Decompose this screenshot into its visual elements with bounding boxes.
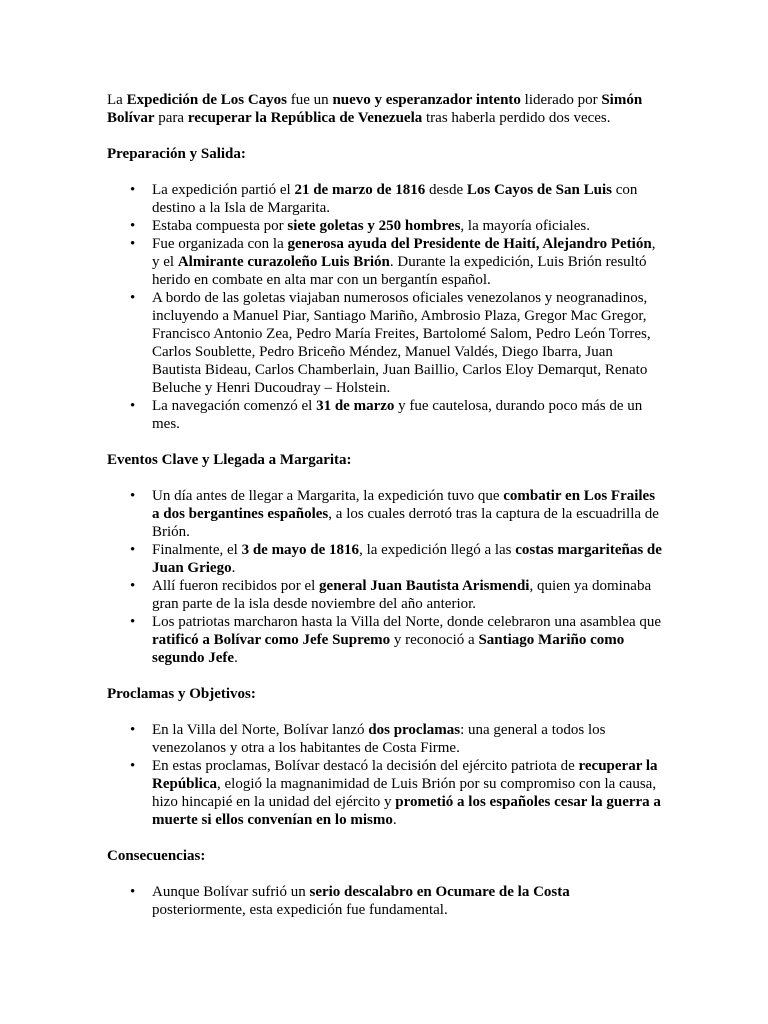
bold-text: recuperar la República de Venezuela — [187, 110, 423, 126]
text-run: , la expedición llegó a las — [359, 542, 516, 558]
bullet-item — [152, 613, 662, 667]
text-run: , quien ya dominaba gran parte de la isla desde noviembre del año anterior. — [152, 578, 652, 612]
text-run: . — [231, 560, 236, 576]
text-run: posteriormente, esta expedición fue fundamental. — [152, 902, 448, 918]
text-run: Un día antes de llegar a Margarita, la expedición tuvo que — [152, 488, 504, 504]
bold-text: generosa ayuda del Presidente de Haití, Alejandro Petión — [287, 236, 652, 252]
section-heading: Proclamas y Objetivos: — [107, 686, 256, 702]
bold-text: Los Cayos de San Luis — [466, 182, 612, 198]
bold-text: Almirante curazoleño Luis Brión — [177, 254, 390, 270]
bullet-item — [152, 721, 662, 757]
text-run: y reconoció a — [390, 632, 479, 648]
text-run: y fue cautelosa, durando poco más de un mes. — [152, 398, 643, 432]
bullet-list — [107, 181, 662, 433]
text-run: . — [234, 650, 238, 666]
text-run: . — [392, 812, 397, 828]
bold-text: Simón Bolívar — [107, 92, 643, 126]
text-run: , la mayoría oficiales. — [460, 218, 590, 234]
text-run: liderado por — [520, 92, 602, 108]
text-run: Allí fueron recibidos por el — [152, 578, 320, 594]
bullet-item — [152, 235, 662, 289]
bold-text: ratificó a Bolívar como Jefe Supremo — [152, 632, 391, 648]
bold-text: combatir en Los Frailes a dos bergantines españoles — [152, 488, 656, 522]
bullet-item — [152, 487, 662, 541]
bold-text: Expedición de Los Cayos — [126, 92, 288, 108]
bullet-item — [152, 577, 662, 613]
section-heading: Preparación y Salida: — [107, 146, 246, 162]
text-run: , a los cuales derrotó tras la captura de la escuadrilla de Brión. — [152, 506, 659, 540]
bold-text: 21 de marzo de 1816 — [294, 182, 426, 198]
sections-container — [107, 145, 662, 919]
bold-text: costas margariteñas de Juan Griego — [152, 542, 662, 576]
text-run: fue un — [287, 92, 333, 108]
bullet-item — [152, 541, 662, 577]
text-run: Estaba compuesta por — [152, 218, 288, 234]
bullet-list — [107, 883, 662, 919]
text-run: La expedición partió el — [152, 182, 295, 198]
text-run: para — [154, 110, 188, 126]
text-run: , elogió la magnanimidad de Luis Brión por su compromiso con la causa, hizo hincapié en la unidad del ejército y — [152, 776, 657, 810]
text-run: En la Villa del Norte, Bolívar lanzó — [152, 722, 369, 738]
text-run: A bordo de las goletas viajaban numerosos oficiales venezolanos y neogranadinos, incluyendo a Manuel Piar, Santiago Mariño, Ambrosio Plaza, Gregor Mac Gregor, Francisco Antonio Zea, Pedro María Freites, Bartolomé Salom, Pedro León Torres, Carlos Soublette, Pedro Briceño Méndez, Manuel Valdés, Diego Ibarra, Juan Bautista Bideau, Carlos Chamberlain, Juan Baillio, Carlos Eloy Demarqut, Renato Beluche y Henri Ducoudray – Holstein. — [152, 290, 651, 396]
bold-text: recuperar la República — [152, 758, 658, 792]
text-run: Aunque Bolívar sufrió un — [152, 884, 310, 900]
text-run: Fue organizada con la — [152, 236, 288, 252]
bullet-list — [107, 487, 662, 667]
bold-text: general Juan Bautista Arismendi — [319, 578, 530, 594]
bold-text: serio descalabro en Ocumare de la Costa — [309, 884, 570, 900]
bold-text: Santiago Mariño como segundo Jefe — [152, 632, 625, 666]
bullet-item — [152, 883, 662, 919]
bullet-item — [152, 397, 662, 433]
bullet-list — [107, 721, 662, 829]
text-run: : una general a todos los venezolanos y otra a los habitantes de Costa Firme. — [152, 722, 606, 756]
text-run: , y el — [152, 236, 656, 270]
bullet-item — [152, 289, 662, 397]
text-run: La — [107, 92, 127, 108]
bold-text: prometió a los españoles cesar la guerra a muerte si ellos convenían en lo mismo — [152, 794, 661, 828]
bullet-item — [152, 181, 662, 217]
text-run: Finalmente, el — [152, 542, 242, 558]
text-run: tras haberla perdido dos veces. — [422, 110, 611, 126]
text-run: . Durante la expedición, Luis Brión resultó herido en combate en alta mar con un bergantín español. — [152, 254, 647, 288]
bullet-item — [152, 217, 662, 235]
section-heading: Eventos Clave y Llegada a Margarita: — [107, 452, 352, 468]
section-heading: Consecuencias: — [107, 848, 206, 864]
text-run: En estas proclamas, Bolívar destacó la decisión del ejército patriota de — [152, 758, 579, 774]
text-run: desde — [425, 182, 467, 198]
bold-text: 31 de marzo — [316, 398, 395, 414]
bullet-item — [152, 757, 662, 829]
intro-paragraph — [107, 91, 662, 127]
bold-text: 3 de mayo de 1816 — [241, 542, 360, 558]
bold-text: nuevo y esperanzador intento — [332, 92, 521, 108]
text-run: con destino a la Isla de Margarita. — [152, 182, 638, 216]
text-run: Los patriotas marcharon hasta la Villa del Norte, donde celebraron una asamblea que — [152, 614, 662, 630]
bold-text: siete goletas y 250 hombres — [287, 218, 461, 234]
text-run: La navegación comenzó el — [152, 398, 317, 414]
bold-text: dos proclamas — [368, 722, 461, 738]
